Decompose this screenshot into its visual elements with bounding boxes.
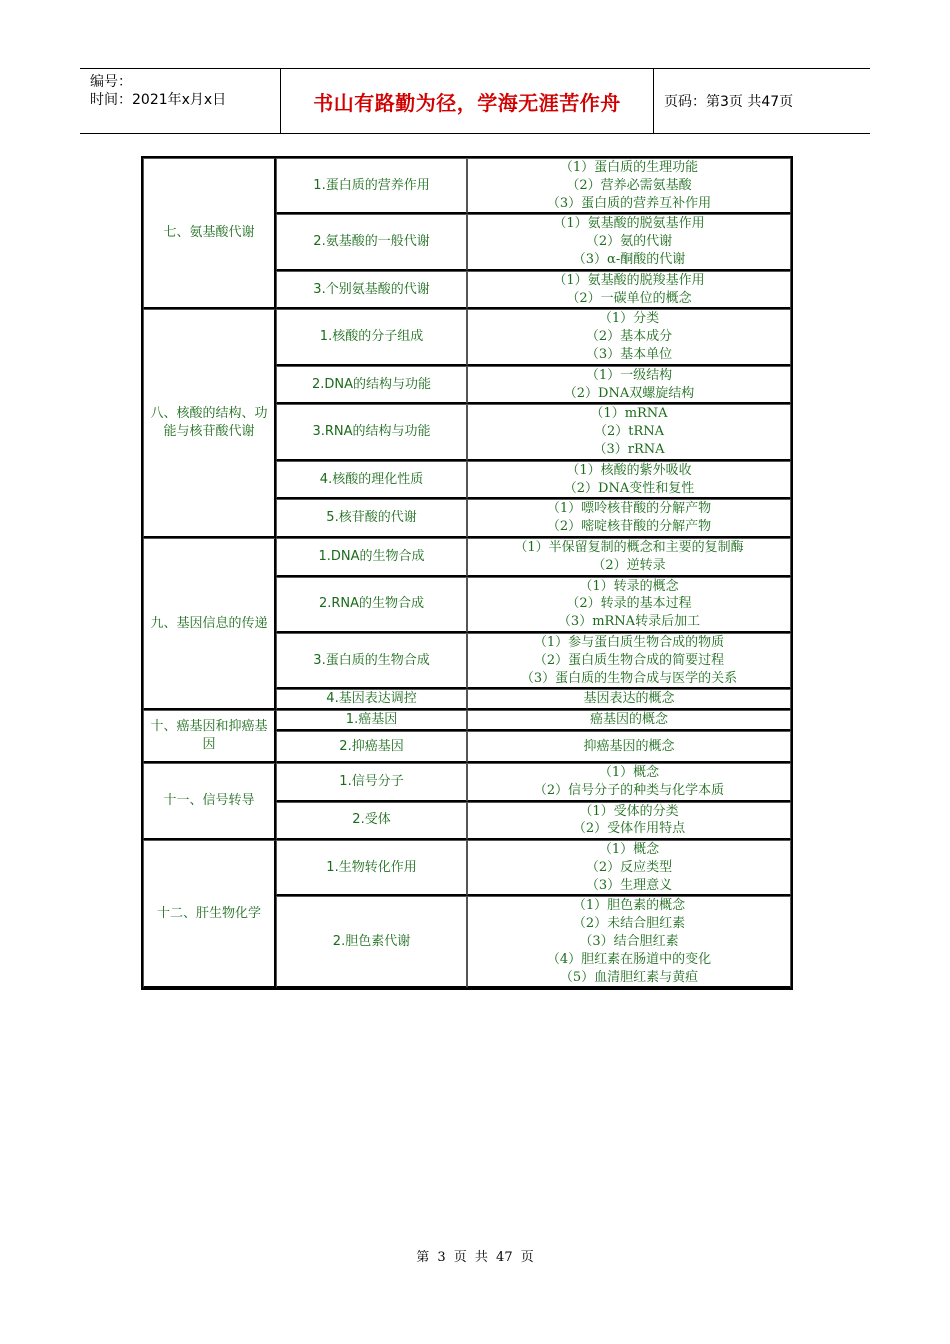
topic-cell: 2.受体 (276, 802, 467, 841)
table-row (143, 710, 791, 731)
details-cell (467, 896, 791, 988)
detail-item: （1）氨基酸的脱氨基作用 (553, 216, 705, 232)
detail-item: （4）胆红素在肠道中的变化 (546, 951, 712, 967)
detail-item: （3）基本单位 (585, 346, 673, 362)
section-title: 十、癌基因和抑癌基因 (143, 710, 276, 763)
detail-item: （3）蛋白质的营养互补作用 (546, 195, 712, 211)
details-cell (467, 840, 791, 896)
topic-cell: 1.蛋白质的营养作用 (276, 158, 467, 214)
topic-cell: 3.RNA的结构与功能 (276, 404, 467, 460)
detail-item: （3）结合胆红素 (579, 934, 679, 950)
topic-cell: 5.核苷酸的代谢 (276, 499, 467, 538)
detail-item: （2）转录的基本过程 (566, 596, 692, 612)
topic-cell: 2.RNA的生物合成 (276, 577, 467, 633)
detail-item: （1）蛋白质的生理功能 (559, 160, 699, 175)
detail-item: （2）基本成分 (585, 329, 673, 345)
topic-cell: 2.DNA的结构与功能 (276, 366, 467, 405)
detail-item: （5）血清胆红素与黄疸 (559, 969, 699, 985)
detail-item: （3）蛋白质的生物合成与医学的关系 (520, 670, 738, 686)
detail-item: （1）受体的分类 (579, 803, 679, 819)
topic-cell: 3.蛋白质的生物合成 (276, 633, 467, 689)
table-row (143, 763, 791, 802)
section-title: 八、核酸的结构、功能与核苷酸代谢 (143, 309, 276, 538)
detail-item: （1）核酸的紫外吸收 (566, 462, 692, 478)
details-cell (467, 214, 791, 270)
detail-item: 抑癌基因的概念 (583, 738, 675, 754)
topic-cell: 2.胆色素代谢 (276, 896, 467, 988)
section-title: 十一、信号转导 (143, 763, 276, 840)
topic-cell: 1.DNA的生物合成 (276, 538, 467, 577)
detail-item: （2）信号分子的种类与化学本质 (533, 782, 725, 798)
detail-item: （2）逆转录 (592, 557, 666, 573)
details-cell (467, 461, 791, 500)
detail-item: （2）氨的代谢 (585, 234, 673, 250)
table-row (143, 840, 791, 896)
detail-item: （1）参与蛋白质生物合成的物质 (533, 634, 725, 650)
detail-item: （3）mRNA转录后加工 (557, 614, 701, 630)
details-cell (467, 802, 791, 841)
time-label: 时间：2021年x月x日 (90, 92, 227, 108)
topic-cell: 1.癌基因 (276, 710, 467, 731)
detail-item: （1）嘌呤核苷酸的分解产物 (546, 501, 712, 517)
detail-item: （2）DNA变性和复性 (563, 480, 695, 496)
page-footer: 第 3 页 共 47 页 (416, 1250, 534, 1265)
table-row (143, 538, 791, 577)
detail-item: （1）概念 (598, 764, 660, 780)
details-cell (467, 538, 791, 577)
detail-item: （2）营养必需氨基酸 (566, 177, 692, 193)
detail-item: （1）转录的概念 (579, 578, 679, 594)
detail-item: （1）氨基酸的脱羧基作用 (553, 272, 705, 288)
details-cell (467, 271, 791, 310)
detail-item: （2）一碳单位的概念 (566, 290, 692, 306)
detail-item: （3）rRNA (593, 441, 665, 457)
details-cell (467, 633, 791, 689)
topic-cell: 2.氨基酸的一般代谢 (276, 214, 467, 270)
section-title: 七、氨基酸代谢 (143, 158, 276, 309)
topic-cell: 4.核酸的理化性质 (276, 461, 467, 500)
topic-cell: 4.基因表达调控 (276, 689, 467, 710)
detail-item: （2）受体作用特点 (572, 821, 686, 837)
section-title: 九、基因信息的传递 (143, 538, 276, 710)
topic-cell: 2.抑癌基因 (276, 731, 467, 763)
details-cell (467, 309, 791, 365)
detail-item: 基因表达的概念 (583, 691, 675, 707)
table-row (143, 309, 791, 365)
number-label: 编号： (90, 74, 132, 90)
details-cell (467, 404, 791, 460)
detail-item: （2）DNA双螺旋结构 (563, 385, 695, 401)
detail-item: （1）半保留复制的概念和主要的复制酶 (514, 539, 744, 555)
section-title: 十二、肝生物化学 (143, 840, 276, 988)
topic-cell: 1.信号分子 (276, 763, 467, 802)
header-motto: 书山有路勤为径，学海无涯苦作舟 (281, 69, 654, 133)
topic-cell: 3.个别氨基酸的代谢 (276, 271, 467, 310)
details-cell (467, 731, 791, 763)
detail-item: （2）蛋白质生物合成的简要过程 (533, 652, 725, 668)
detail-item: （1）mRNA (590, 406, 668, 422)
detail-item: （1）胆色素的概念 (572, 898, 686, 914)
detail-item: （3）α-酮酸的代谢 (572, 251, 686, 267)
header-meta (80, 69, 281, 133)
details-cell (467, 158, 791, 214)
detail-item: （1）分类 (598, 311, 660, 327)
detail-item: （2）嘧啶核苷酸的分解产物 (546, 519, 712, 535)
details-cell (467, 577, 791, 633)
table-row (143, 158, 791, 214)
detail-item: （2）tRNA (593, 424, 665, 440)
detail-item: （3）生理意义 (585, 877, 673, 893)
detail-item: （2）反应类型 (585, 859, 673, 875)
details-cell (467, 763, 791, 802)
detail-item: 癌基因的概念 (589, 712, 668, 728)
details-cell (467, 366, 791, 405)
header-page-info: 页码：第3页 共47页 (664, 94, 794, 110)
topic-cell: 1.核酸的分子组成 (276, 309, 467, 365)
details-cell (467, 689, 791, 710)
syllabus-table (141, 156, 793, 990)
page-header (80, 68, 870, 134)
detail-item: （2）未结合胆红素 (572, 916, 686, 932)
detail-item: （1）一级结构 (585, 367, 673, 383)
topic-cell: 1.生物转化作用 (276, 840, 467, 896)
details-cell (467, 499, 791, 538)
detail-item: （1）概念 (598, 842, 660, 858)
details-cell (467, 710, 791, 731)
